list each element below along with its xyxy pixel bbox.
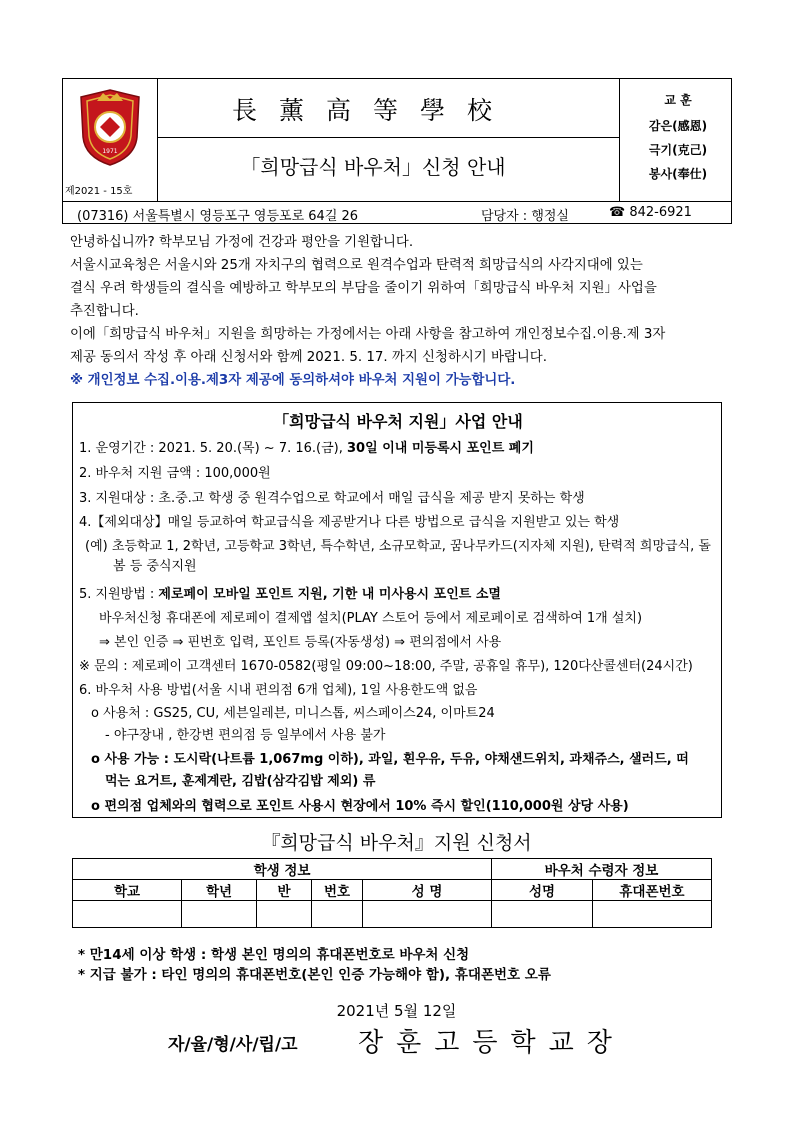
consent-notice: ※ 개인정보 수집.이용.제3자 제공에 동의하셔야 바우처 지원이 가능합니다.	[70, 373, 516, 388]
document-number: 제2021 - 15호	[65, 186, 133, 197]
col-student-name: 성 명	[363, 880, 492, 901]
guide-item-5	[79, 587, 501, 603]
col-class: 반	[257, 880, 312, 901]
guide-title: 「희망급식 바우처 지원」사업 안내	[273, 412, 523, 431]
col-phone: 휴대폰번호	[593, 880, 712, 901]
motto-heading: 교 훈	[664, 93, 692, 107]
motto-item: 감은(感恩)	[648, 119, 708, 133]
school-address: (07316) 서울특별시 영등포구 영등포로 64길 26	[77, 209, 359, 224]
principal-signature: 장훈고등학교장	[358, 1028, 625, 1058]
intro-line: 결식 우려 학생들의 결식을 예방하고 학부모의 부담을 줄이기 위하여「희망급식 바우처 지원」사업을	[70, 281, 657, 296]
col-school: 학교	[73, 880, 182, 901]
intro-line: 서울시교육청은 서울시와 25개 자치구의 협력으로 원격수업과 탄력적 희망급식의 사각지대에 있는	[70, 258, 643, 273]
guide-item-5-sub: ⇒ 본인 인증 ⇒ 핀번호 입력, 포인트 등록(자동생성) ⇒ 편의점에서 사용	[99, 635, 502, 650]
intro-line: 추진합니다.	[70, 304, 139, 319]
col-number: 번호	[312, 880, 363, 901]
intro-line: 이에「희망급식 바우처」지원을 희망하는 가정에서는 아래 사항을 참고하여 개인정보수집.이용.제 3자	[70, 327, 666, 342]
motto-item: 극기(克己)	[648, 143, 708, 157]
note-age-14: * 만14세 이상 학생 : 학생 본인 명의의 휴대폰번호로 바우처 신청	[78, 947, 470, 963]
guide-item-4-example: (예) 초등학교 1, 2학년, 고등학교 3학년, 특수학년, 소규모학교, 꿈나무카드(지자체 지원), 탄력적 희망급식, 돌	[85, 539, 711, 554]
group-student-info: 학생 정보	[73, 859, 492, 880]
document-title: 「희망급식 바우처」신청 안내	[240, 155, 506, 179]
field-school[interactable]	[73, 901, 182, 928]
guide-item-6-where: o 사용처 : GS25, CU, 세븐일레븐, 미니스톱, 씨스페이스24, 이마트24	[91, 706, 495, 721]
school-emblem-icon	[77, 87, 143, 167]
letterhead	[62, 78, 732, 202]
address-row	[62, 202, 732, 224]
field-phone[interactable]	[593, 901, 712, 928]
guide-inquiry: ※ 문의 : 제로페이 고객센터 1670-0582(평일 09:00~18:00, 주말, 공휴일 휴무), 120다산콜센터(24시간)	[79, 659, 693, 674]
intro-line: 안녕하십니까? 학부모님 가정에 건강과 평안을 기원합니다.	[70, 235, 414, 250]
col-receiver-name: 성명	[492, 880, 593, 901]
guide-item-4: 4.【제외대상】매일 등교하여 학교급식을 제공받거나 다른 방법으로 급식을 지원받고 있는 학생	[79, 515, 620, 530]
program-guide-box	[72, 402, 722, 818]
intro-line: 제공 동의서 작성 후 아래 신청서와 함께 2021. 5. 17. 까지 신청하시기 바랍니다.	[70, 350, 547, 365]
guide-item-5-text: 5. 지원방법 :	[79, 587, 159, 602]
field-receiver-name[interactable]	[492, 901, 593, 928]
col-grade: 학년	[182, 880, 257, 901]
school-name: 長薰高等學校	[231, 96, 514, 125]
guide-item-5-bold: 제로페이 모바일 포인트 지원, 기한 내 미사용시 포인트 소멸	[158, 587, 501, 602]
field-grade[interactable]	[182, 901, 257, 928]
guide-item-1	[79, 441, 534, 457]
guide-item-6-allowed: 먹는 요거트, 훈제계란, 김밥(삼각김밥 제외) 류	[105, 774, 376, 789]
guide-item-6-where-sub: - 야구장내 , 한강변 편의점 등 일부에서 사용 불가	[105, 728, 386, 743]
group-receiver-info: 바우처 수령자 정보	[492, 859, 712, 880]
note-ineligible: * 지급 불가 : 타인 명의의 휴대폰번호(본인 인증 가능해야 함), 휴대폰번호 오류	[78, 967, 551, 983]
school-slogan: 자/율/형/사/립/고	[168, 1035, 298, 1055]
field-class[interactable]	[257, 901, 312, 928]
guide-item-1-text: 1. 운영기간 : 2021. 5. 20.(목) ~ 7. 16.(금),	[79, 441, 348, 456]
guide-item-1-bold: 30일 이내 미등록시 포인트 폐기	[347, 441, 534, 456]
guide-item-2: 2. 바우처 지원 금액 : 100,000원	[79, 466, 271, 481]
issue-date: 2021년 5월 12일	[336, 1002, 457, 1020]
guide-item-3: 3. 지원대상 : 초.중.고 학생 중 원격수업으로 학교에서 매일 급식을 제공 받지 못하는 학생	[79, 491, 585, 506]
motto-item: 봉사(奉仕)	[648, 167, 708, 181]
guide-item-4-example: 봄 등 중식지원	[113, 559, 197, 574]
application-table	[72, 858, 712, 928]
contact-person: 담당자 : 행정실	[481, 209, 569, 224]
guide-item-6-allowed: o 사용 가능 : 도시락(나트륨 1,067mg 이하), 과일, 흰우유, 두유, 야채샌드위치, 과채쥬스, 샐러드, 떠	[91, 752, 689, 767]
contact-phone: ☎ 842-6921	[609, 205, 692, 220]
field-number[interactable]	[312, 901, 363, 928]
form-title: 『희망급식 바우처』지원 신청서	[261, 832, 532, 854]
guide-item-6: 6. 바우처 사용 방법(서울 시내 편의점 6개 업체), 1일 사용한도액 없음	[79, 683, 478, 698]
guide-item-6-discount: o 편의점 업체와의 협력으로 포인트 사용시 현장에서 10% 즉시 할인(110,000원 상당 사용)	[91, 799, 629, 814]
emblem-year: 1971	[102, 148, 118, 155]
field-student-name[interactable]	[363, 901, 492, 928]
guide-item-5-sub: 바우처신청 휴대폰에 제로페이 결제앱 설치(PLAY 스토어 등에서 제로페이로 검색하여 1개 설치)	[99, 611, 643, 626]
